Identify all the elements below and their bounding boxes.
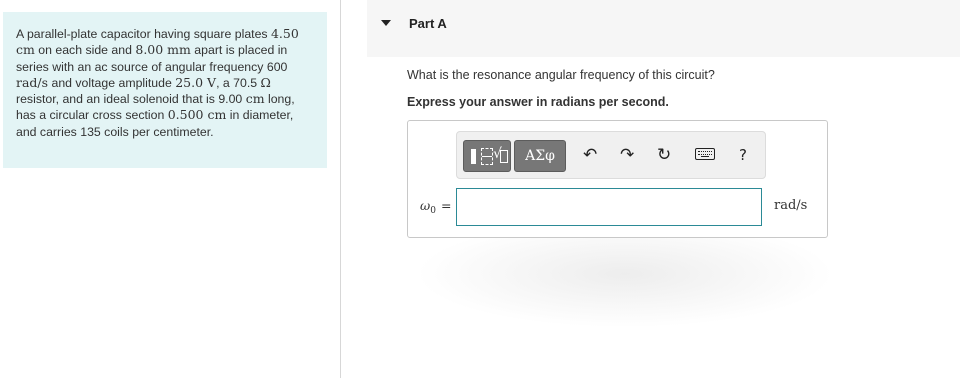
undo-icon[interactable]: ↶: [583, 145, 598, 165]
part-a-header[interactable]: [367, 0, 960, 57]
answer-input[interactable]: [456, 188, 762, 226]
problem-math-segment: 8.00 mm: [135, 42, 191, 58]
problem-text-segment: apart is placed in series with an ac source of angular frequency 600: [16, 43, 288, 74]
radicand-box-icon: [500, 150, 508, 163]
problem-statement-panel: [3, 12, 327, 168]
templates-button[interactable]: [463, 140, 511, 172]
problem-text-segment: long, has a circular cross section: [16, 92, 295, 123]
problem-text-segment: on each side and: [34, 43, 136, 58]
omega-subscript: 0: [430, 206, 436, 216]
problem-text-segment: A parallel-plate capacitor having square plates: [16, 27, 271, 41]
problem-math-segment: 4.50 cm: [16, 26, 299, 58]
question-text: What is the resonance angular frequency of this circuit?: [407, 68, 715, 82]
problem-text: [16, 26, 315, 140]
problem-text-segment: in diameter, and carries 135 coils per centimeter.: [16, 108, 294, 139]
problem-math-segment: cm: [245, 91, 265, 107]
problem-math-segment: rad/s: [16, 74, 49, 90]
background-smudge: [415, 238, 835, 328]
collapse-caret-icon[interactable]: [381, 20, 391, 26]
answer-box: [407, 120, 828, 238]
problem-math-segment: Ω: [260, 74, 271, 90]
redo-icon[interactable]: ↷: [620, 145, 635, 165]
answer-variable-label: [420, 198, 451, 216]
sqrt-icon: √: [493, 146, 502, 162]
equals-sign: =: [440, 198, 452, 213]
problem-math-segment: 0.500 cm: [167, 107, 227, 123]
problem-text-segment: , a 70.5: [216, 75, 261, 90]
column-divider: [340, 0, 341, 378]
problem-math-segment: 25.0 V: [175, 74, 217, 90]
problem-text-segment: and voltage amplitude: [48, 75, 176, 90]
greek-symbols-button[interactable]: ΑΣφ: [514, 140, 566, 172]
answer-unit: rad/s: [774, 198, 808, 213]
answer-instruction: Express your answer in radians per second.: [407, 95, 669, 109]
fraction-icon: [481, 148, 493, 165]
cursor-block-icon: [471, 149, 476, 164]
problem-text-segment: resistor, and an ideal solenoid that is 9.00: [16, 92, 246, 107]
keyboard-icon[interactable]: [695, 148, 715, 160]
reset-icon[interactable]: ↻: [657, 145, 672, 165]
help-icon[interactable]: ?: [739, 146, 747, 164]
math-toolbar: [456, 131, 766, 179]
omega-symbol: ω: [420, 198, 431, 213]
part-title: Part A: [409, 16, 447, 31]
